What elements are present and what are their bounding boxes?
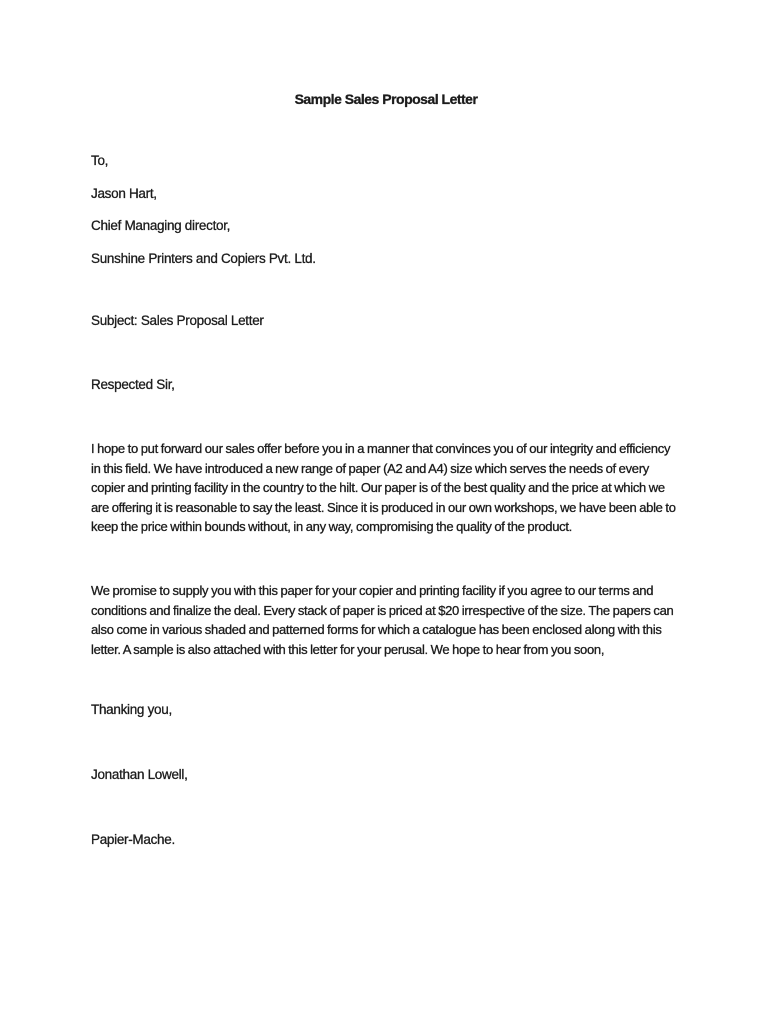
- recipient-to-line: To,: [91, 153, 109, 168]
- body-paragraph-2: We promise to supply you with this paper for your copier and printing facility if you agree to our terms and conditions and finalize the deal. Every stack of paper is priced at $20 irrespective of the size. The papers can also come in various shaded and patterned forms for which a catalogue has been enclosed along with this letter. A sample is also attached with this letter for your perusal. We hope to hear from you soon,: [91, 582, 674, 657]
- subject-line: Subject: Sales Proposal Letter: [91, 313, 264, 328]
- recipient-address-block: [91, 145, 681, 275]
- sender-name: Jonathan Lowell,: [91, 767, 188, 783]
- document-title: Sample Sales Proposal Letter: [294, 91, 478, 107]
- recipient-name: Jason Hart,: [91, 185, 157, 201]
- body-paragraph-1: I hope to put forward our sales offer before you in a manner that convinces you of our integrity and efficiency in this field. We have introduced a new range of paper (A2 and A4) size which serves the needs of every copier and printing facility in the country to the hilt. Our paper is of the best quality and the price at which we are offering it is reasonable to say the least. Since it is produced in our own workshops, we have been able to keep the price within bounds without, in any way, compromising the quality of the product.: [91, 441, 676, 535]
- sender-company: Papier-Mache.: [91, 832, 175, 848]
- salutation: Respected Sir,: [91, 377, 175, 392]
- closing-line: Thanking you,: [91, 702, 172, 718]
- recipient-company: Sunshine Printers and Copiers Pvt. Ltd.: [91, 250, 316, 266]
- recipient-role: Chief Managing director,: [91, 218, 231, 233]
